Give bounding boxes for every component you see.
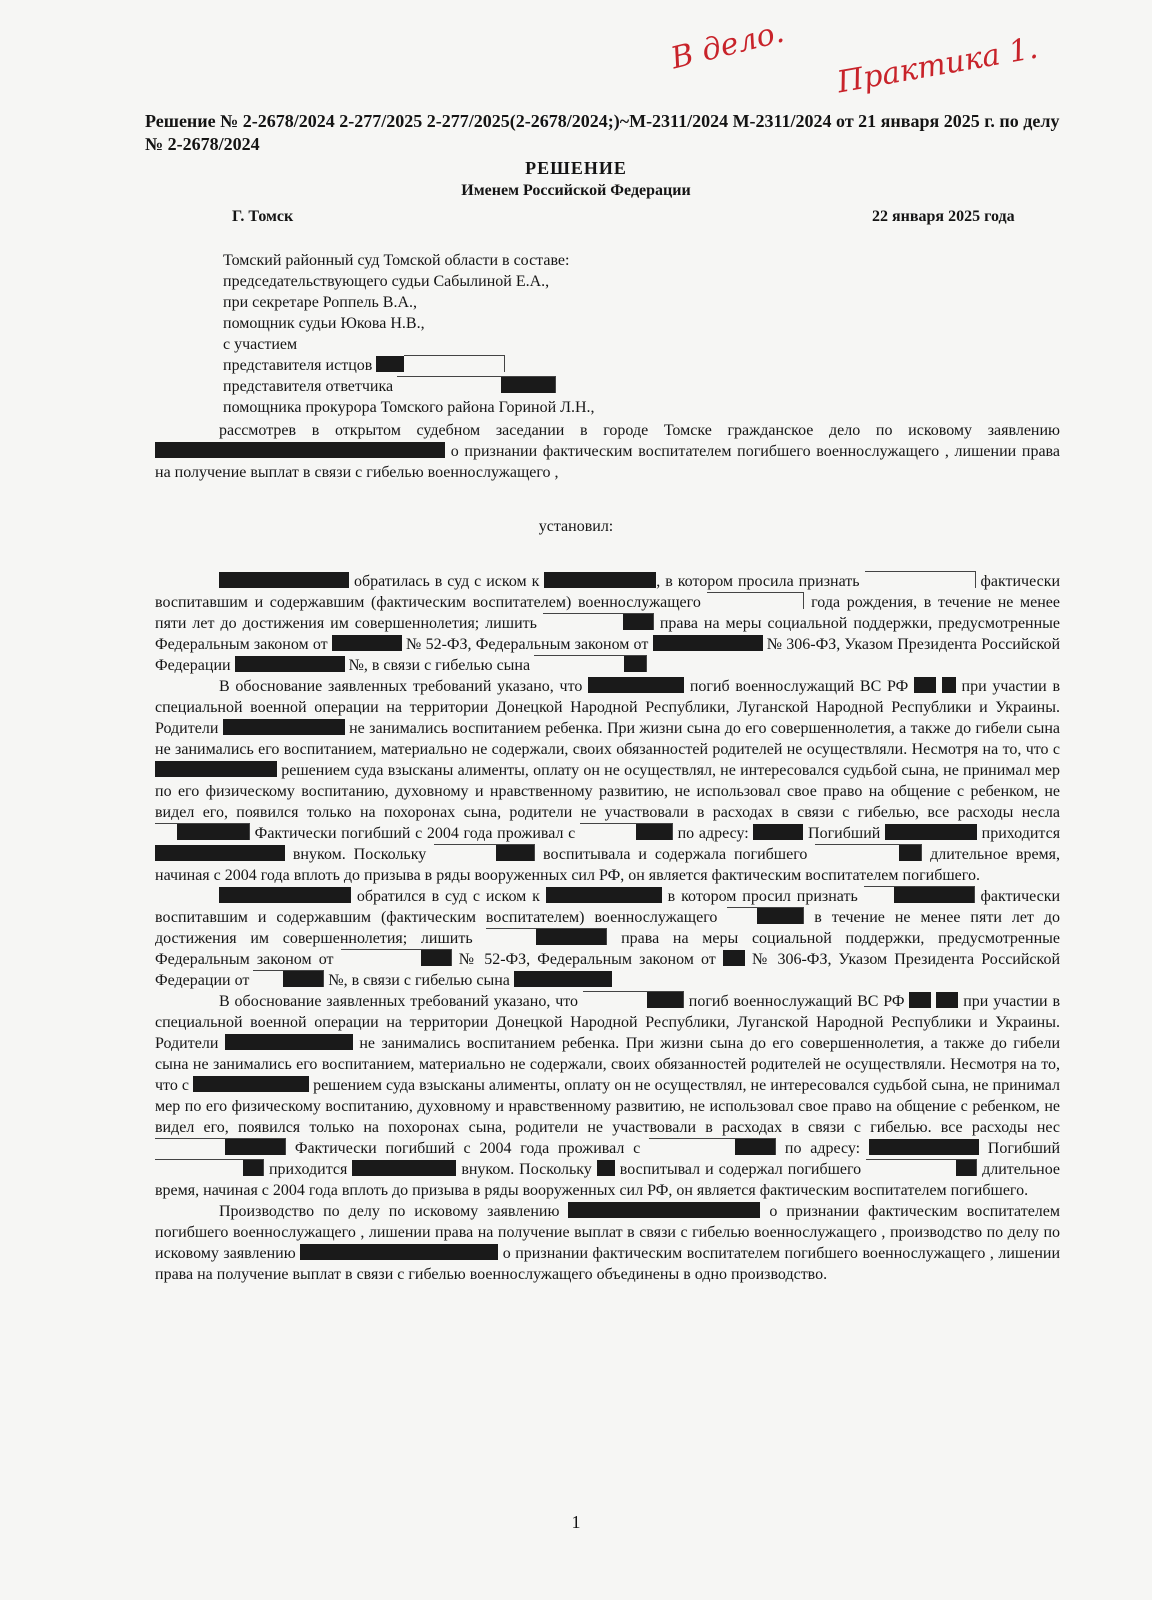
redaction	[219, 572, 349, 588]
redaction	[815, 844, 922, 861]
composition-line: председательствующего судьи Сабылиной Е.А.,	[223, 273, 550, 290]
redaction	[219, 887, 351, 903]
redaction	[865, 571, 976, 588]
document-title: РЕШЕНИЕ	[525, 158, 627, 178]
composition-line	[223, 376, 595, 397]
composition-line	[223, 355, 595, 376]
paragraph-grounds-2: В обоснование заявленных требований указано, что погиб военнослужащий ВС РФ при участии в специальной военной операции на территории Донецкой Народной Республики, Луганской Народной Республики и Украины. Родители не занимались воспитанием ребенка. При жизни сына до его совершеннолетия, а также до гибели сына не занимались его воспитанием, материально не содержали, своих обязанностей родителей не осуществляли. Несмотря на то, что с решением суда взысканы алименты, оплату он не осуществлял, не интересовался судьбой сына, не принимал мер по его физическому воспитанию, духовному и нравственному развитию, не использовал свое право на общение с ребенком, не видел его, появился только на похоронах сына, родители не участвовали в расходах в связи с гибелью. все расходы нес Фактически погибший с 2004 года проживал с по адресу: Погибший приходится внуком. Поскольку воспитывал и содержал погибшего длительное время, начиная с 2004 года вплоть до призыва в ряды вооруженных сил РФ, он является фактическим воспитателем погибшего.	[155, 993, 1061, 1199]
redaction	[404, 355, 505, 372]
redaction	[193, 1076, 309, 1092]
redaction	[914, 677, 936, 693]
redaction	[580, 823, 673, 840]
redaction	[397, 376, 556, 393]
redaction	[376, 356, 404, 372]
redaction	[155, 845, 285, 861]
redaction	[866, 1159, 977, 1176]
redaction	[434, 844, 535, 861]
redaction	[534, 655, 647, 672]
redaction	[300, 1244, 498, 1260]
document-header: Решение № 2-2678/2024 2-277/2025 2-277/2025(2-2678/2024;)~М-2311/2024 М-2311/2024 от 21 января 2025 г. по делу № 2-2678/2024	[145, 111, 1060, 154]
redaction	[223, 719, 345, 735]
decision-city: Г. Томск	[232, 208, 294, 225]
redaction	[909, 992, 931, 1008]
page-number: 1	[571, 1512, 581, 1532]
redaction	[936, 992, 958, 1008]
redaction	[727, 907, 804, 924]
redaction	[543, 613, 654, 630]
redaction	[155, 1138, 286, 1155]
redaction	[597, 1160, 615, 1176]
redaction	[155, 761, 277, 777]
redaction	[544, 572, 656, 588]
redaction	[869, 1139, 979, 1155]
composition-line: помощник судьи Юкова Н.В.,	[223, 315, 425, 332]
redaction	[588, 677, 684, 693]
paragraph-grounds-1: В обоснование заявленных требований указано, что погиб военнослужащий ВС РФ при участии в специальной военной операции на территории Донецкой Народной Республики, Луганской Народной Республики и Украины. Родители не занимались воспитанием ребенка. При жизни сына до его совершеннолетия, а также до гибели сына не занимались его воспитанием, материально не содержали, своих обязанностей родителей не осуществляли. Несмотря на то, что с решением суда взысканы алименты, оплату он не осуществлял, не интересовался судьбой сына, не принимал мер по его физическому воспитанию, духовному и нравственному развитию, не использовал свое право на общение с ребенком, не видел его, появился только на похоронах сына, родители не участвовали в расходах в связи с гибелью, все расходы несла Фактически погибший с 2004 года проживал с по адресу: Погибший приходится внуком. Поскольку воспитывала и содержала погибшего длительное время, начиная с 2004 года вплоть до призыва в ряды вооруженных сил РФ, он является фактическим воспитателем погибшего.	[155, 678, 1061, 884]
redaction	[649, 1138, 776, 1155]
established-heading: установил:	[538, 518, 614, 535]
body-text	[155, 571, 1060, 1285]
composition-line: помощника прокурора Томского района Гориной Л.Н.,	[223, 399, 595, 416]
handwritten-annotation-case: В дело.	[667, 14, 788, 77]
redaction	[942, 677, 956, 693]
composition-line: с участием	[223, 336, 298, 353]
redaction	[225, 1034, 353, 1050]
paragraph-merger: Производство по делу по исковому заявлению о признании фактическим воспитателем погибшего военнослужащего , лишении права на получение выплат в связи с гибелью военнослужащего , производство по делу по исковому заявлению о признании фактическим воспитателем погибшего военнослужащего , лишении права на получение выплат в связи с гибелью военнослужащего объединены в одно производство.	[155, 1203, 1061, 1283]
document-subtitle: Именем Российской Федерации	[461, 182, 691, 199]
redaction	[885, 824, 977, 840]
paragraph-claim-2: обратился в суд с иском к в котором просил признать фактически воспитавшим и содержавшим (фактическим воспитателем) военнослужащего в течение не менее пяти лет до достижения им совершеннолетия; лишить права на меры социальной поддержки, предусмотренные Федеральным законом от № 52-ФЗ, Федеральным законом от № 306-ФЗ, Указом Президента Российской Федерации от №, в связи с гибелью сына	[155, 888, 1061, 989]
rep-defendant-label: представителя ответчика	[223, 378, 394, 395]
redaction	[546, 887, 662, 903]
composition-line: Томский районный суд Томской области в составе:	[223, 252, 570, 269]
paragraph-claim-1: обратилась в суд с иском к , в котором просила признать фактически воспитавшим и содержавшим (фактическим воспитателем) военнослужащего года рождения, в течение не менее пяти лет до достижения им совершеннолетия; лишить права на меры социальной поддержки, предусмотренные Федеральным законом от № 52-ФЗ, Федеральным законом от № 306-ФЗ, Указом Президента Российской Федерации №, в связи с гибелью сына	[155, 573, 1061, 674]
decision-date: 22 января 2025 года	[872, 208, 1015, 225]
handwritten-annotation-practice: Практика 1.	[834, 30, 1041, 101]
redaction	[235, 656, 345, 672]
redaction	[486, 928, 607, 945]
redaction	[514, 971, 612, 987]
redaction	[568, 1202, 760, 1218]
rep-plaintiffs-label: представителя истцов	[223, 357, 373, 374]
redaction	[332, 635, 402, 651]
redaction	[583, 991, 684, 1008]
redaction	[155, 823, 250, 840]
court-composition	[223, 250, 595, 418]
redaction	[753, 824, 803, 840]
redaction	[864, 886, 975, 903]
redaction	[155, 442, 445, 458]
composition-line: при секретаре Роппель В.А.,	[223, 294, 418, 311]
redaction	[707, 592, 804, 609]
redaction	[253, 970, 324, 987]
redaction	[352, 1160, 456, 1176]
redaction	[155, 1159, 264, 1176]
redaction	[723, 950, 745, 966]
intro-paragraph: рассмотрев в открытом судебном заседании в городе Томске гражданское дело по исковому заявлению о признании фактическим воспитателем погибшего военнослужащего , лишении права на получение выплат в связи с гибелью военнослужащего ,	[155, 422, 1060, 481]
redaction	[341, 949, 452, 966]
redaction	[653, 635, 763, 651]
